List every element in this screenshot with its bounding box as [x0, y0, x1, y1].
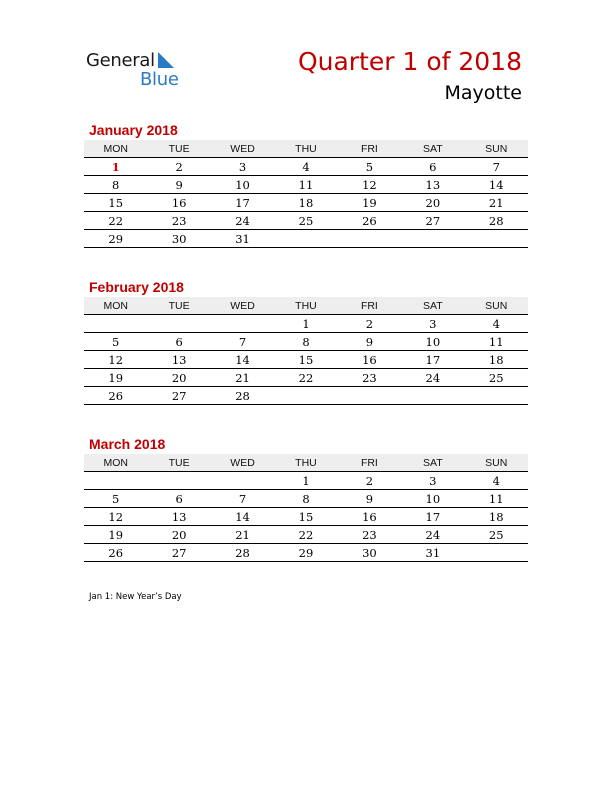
day-cell: 14	[488, 177, 504, 192]
day-cell: 6	[429, 159, 437, 174]
day-cell: 3	[429, 316, 437, 331]
day-cell: 27	[171, 388, 187, 403]
weekday-label: TUE	[168, 456, 190, 469]
day-cell: 17	[425, 352, 441, 367]
holiday-day-cell: 1	[111, 159, 120, 174]
day-cell: 3	[429, 473, 437, 488]
weekday-label: MON	[103, 456, 128, 469]
day-cell: 15	[298, 509, 314, 524]
weekday-label: FRI	[360, 456, 378, 469]
day-cell: 22	[298, 527, 314, 542]
day-cell: 9	[175, 177, 183, 192]
weekday-label: SUN	[485, 299, 508, 312]
page-title: Quarter 1 of 2018	[297, 47, 522, 76]
day-cell: 23	[171, 213, 187, 228]
weekday-header-row	[84, 297, 528, 314]
weekday-label: SUN	[485, 456, 508, 469]
day-cell: 4	[492, 316, 500, 331]
day-cell: 22	[108, 213, 124, 228]
day-cell: 18	[488, 352, 504, 367]
week-row	[84, 157, 528, 175]
weekday-label: THU	[295, 142, 317, 155]
day-cell: 12	[108, 352, 124, 367]
day-cell: 28	[235, 388, 250, 403]
weekday-label: TUE	[168, 299, 190, 312]
day-cell: 11	[298, 177, 314, 192]
weekday-label: TUE	[168, 142, 190, 155]
day-cell: 21	[235, 370, 250, 385]
holiday-note: Jan 1: New Year’s Day	[89, 592, 182, 602]
day-cell: 23	[362, 370, 377, 385]
day-cell: 29	[108, 231, 124, 246]
region-name: Mayotte	[444, 82, 522, 104]
weekday-label: SAT	[422, 456, 443, 469]
day-cell: 18	[298, 195, 314, 210]
day-cell: 19	[362, 195, 377, 210]
day-cell: 26	[108, 545, 124, 560]
week-row	[84, 350, 528, 368]
day-cell: 7	[238, 334, 247, 349]
day-cell: 5	[112, 491, 120, 506]
day-cell: 18	[488, 509, 504, 524]
weekday-label: SAT	[422, 142, 443, 155]
weekday-label: THU	[295, 299, 317, 312]
calendar-grid	[84, 297, 528, 405]
day-cell: 10	[425, 491, 441, 506]
weekday-label: THU	[295, 456, 317, 469]
week-row	[84, 507, 528, 525]
day-cell: 13	[171, 509, 187, 524]
logo-blue-text: Blue	[140, 69, 179, 90]
day-cell: 2	[365, 316, 374, 331]
day-cell: 27	[425, 213, 441, 228]
weekday-label: FRI	[360, 142, 378, 155]
day-cell: 24	[235, 213, 250, 228]
day-cell: 20	[171, 370, 187, 385]
weekday-label: SUN	[485, 142, 508, 155]
day-cell: 31	[425, 545, 441, 560]
week-row	[84, 386, 528, 405]
weekday-label: WED	[230, 142, 255, 155]
day-cell: 14	[235, 509, 250, 524]
week-row	[84, 525, 528, 543]
day-cell: 5	[112, 334, 120, 349]
weekday-label: WED	[230, 299, 255, 312]
day-cell: 29	[298, 545, 314, 560]
day-cell: 8	[302, 491, 310, 506]
week-row	[84, 543, 528, 562]
weekday-header-row	[84, 140, 528, 157]
month-title: January 2018	[89, 122, 178, 138]
day-cell: 1	[302, 473, 310, 488]
week-row	[84, 314, 528, 332]
day-cell: 5	[365, 159, 374, 174]
day-cell: 3	[238, 159, 247, 174]
week-row	[84, 489, 528, 507]
day-cell: 9	[365, 334, 374, 349]
day-cell: 16	[171, 195, 187, 210]
day-cell: 14	[235, 352, 250, 367]
day-cell: 1	[302, 316, 310, 331]
week-row	[84, 368, 528, 386]
month-title: February 2018	[89, 279, 184, 295]
day-cell: 2	[365, 473, 374, 488]
day-cell: 20	[425, 195, 441, 210]
weekday-label: SAT	[422, 299, 443, 312]
day-cell: 4	[492, 473, 500, 488]
month-calendar	[84, 122, 528, 248]
weekday-label: MON	[103, 142, 128, 155]
weekday-label: MON	[103, 299, 128, 312]
day-cell: 17	[235, 195, 250, 210]
day-cell: 19	[108, 370, 124, 385]
day-cell: 15	[298, 352, 314, 367]
day-cell: 23	[362, 527, 377, 542]
day-cell: 10	[235, 177, 250, 192]
month-calendar	[84, 279, 528, 405]
day-cell: 6	[175, 491, 183, 506]
week-row	[84, 193, 528, 211]
day-cell: 27	[171, 545, 187, 560]
week-row	[84, 332, 528, 350]
weekday-header-row	[84, 454, 528, 471]
day-cell: 10	[425, 334, 441, 349]
logo-general-text: General	[86, 50, 155, 71]
day-cell: 31	[235, 231, 250, 246]
month-calendar	[84, 436, 528, 562]
week-row	[84, 175, 528, 193]
day-cell: 12	[108, 509, 124, 524]
calendar-grid	[84, 454, 528, 562]
day-cell: 25	[488, 370, 504, 385]
day-cell: 9	[365, 491, 374, 506]
day-cell: 25	[298, 213, 314, 228]
calendar-grid	[84, 140, 528, 248]
weekday-label: FRI	[360, 299, 378, 312]
day-cell: 16	[362, 352, 377, 367]
day-cell: 8	[302, 334, 310, 349]
day-cell: 16	[362, 509, 377, 524]
month-title: March 2018	[89, 436, 166, 452]
general-blue-logo	[86, 50, 196, 90]
weekday-label: WED	[230, 456, 255, 469]
day-cell: 7	[492, 159, 500, 174]
day-cell: 17	[425, 509, 441, 524]
day-cell: 11	[488, 491, 504, 506]
week-row	[84, 471, 528, 489]
week-row	[84, 229, 528, 248]
day-cell: 4	[302, 159, 310, 174]
day-cell: 30	[362, 545, 377, 560]
day-cell: 15	[108, 195, 124, 210]
day-cell: 8	[112, 177, 120, 192]
day-cell: 13	[171, 352, 187, 367]
day-cell: 24	[425, 370, 441, 385]
day-cell: 24	[425, 527, 441, 542]
day-cell: 30	[171, 231, 187, 246]
day-cell: 28	[488, 213, 504, 228]
day-cell: 13	[425, 177, 441, 192]
day-cell: 28	[235, 545, 250, 560]
day-cell: 25	[488, 527, 504, 542]
logo-triangle-icon	[156, 52, 176, 70]
day-cell: 12	[362, 177, 377, 192]
day-cell: 11	[488, 334, 504, 349]
day-cell: 2	[175, 159, 183, 174]
day-cell: 21	[235, 527, 250, 542]
day-cell: 20	[171, 527, 187, 542]
day-cell: 21	[488, 195, 504, 210]
week-row	[84, 211, 528, 229]
day-cell: 6	[175, 334, 183, 349]
day-cell: 26	[108, 388, 124, 403]
day-cell: 26	[362, 213, 377, 228]
day-cell: 22	[298, 370, 314, 385]
day-cell: 7	[238, 491, 247, 506]
day-cell: 19	[108, 527, 124, 542]
